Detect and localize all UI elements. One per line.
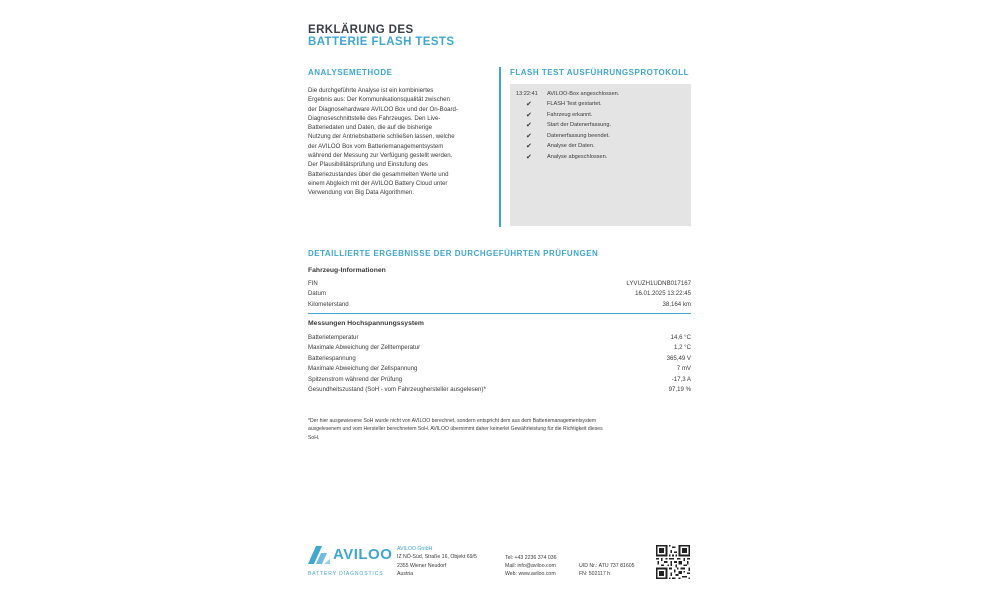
footer-phone: Tel: +43 2236 374 036 [505, 554, 557, 561]
protocol-box [510, 84, 691, 226]
protocol-text: AVILOO-Box angeschlossen. [547, 91, 620, 97]
footer-address [397, 545, 477, 579]
method-line: der AVILOO Box vom Batteriemanagementsystem [308, 142, 444, 150]
protocol-text: Analyse abgeschlossen. [547, 153, 608, 160]
footnote-line: ausgelesenem und vom Hersteller berechnetem SoH. AVILOO übernimmt daher keinerlei Gewährleistung für die Richtigkeit dieses [308, 426, 603, 433]
report-title-line2: BATTERIE FLASH TESTS [308, 36, 455, 48]
footnote [308, 417, 693, 442]
footer-address-line: 2355 Wiener Neudorf [397, 562, 447, 569]
protocol-text: Datenerfassung beendet. [547, 132, 610, 139]
result-label: FIN [308, 280, 318, 287]
method-line: Ergebnis aus: Der Kommunikationsqualität zwischen [308, 96, 450, 104]
check-icon: ✔ [526, 132, 532, 140]
method-line: Die durchgeführte Analyse ist ein kombiniertes [308, 87, 434, 94]
method-line: während der Messung zur Verfügung gestellt werden. [308, 152, 453, 160]
result-label: Maximale Abweichung der Zelltemperatur [308, 344, 421, 351]
method-line: Batteriezustandes über die gesammelten Werte und [308, 170, 449, 178]
footnote-line: SoH. [308, 434, 320, 441]
method-line: Der Plausibilitätsprüfung und Einstufung des [308, 161, 428, 169]
method-line: Nutzung der Antriebsbatterie schließen lassen, welche [308, 133, 455, 141]
protocol-text: Analyse der Daten. [547, 143, 595, 149]
result-label: Maximale Abweichung der Zellspannung [308, 365, 418, 372]
footnote-line: *Der hier ausgewiesene SoH wurde nicht von AVILOO berechnet, sondern entspricht dem aus dem Batteriemanagementsystem [308, 418, 597, 424]
check-icon: ✔ [526, 153, 532, 161]
method-heading: ANALYSEMETHODE [308, 68, 393, 77]
column-divider [499, 67, 501, 227]
report-title-line1: ERKLÄRUNG DES [308, 24, 414, 36]
method-line: einem Abgleich mit der AVILOO Battery Cloud unter [308, 179, 448, 187]
footer-mail: Mail: info@aviloo.com [505, 562, 556, 569]
footer-address-line: Austria [397, 571, 414, 578]
footer-address-line: IZ NÖ-Süd, Straße 16, Objekt 69/5 [397, 554, 477, 561]
result-value: 38,164 km [662, 300, 691, 308]
logo-tagline: BATTERY DIAGNOSTICS [308, 571, 384, 577]
aviloo-logo [308, 544, 392, 580]
logo-wordmark: AVILOO [333, 546, 393, 563]
method-line: der Diagnosehardware AVILOO Box und der On-Board- [308, 105, 458, 113]
protocol-text: Fahrzeug erkannt. [547, 111, 593, 118]
footer-company: AVILOO GmbH [397, 546, 433, 552]
result-value: 1,2 °C [673, 344, 691, 351]
result-value: 365,49 V [666, 354, 691, 362]
result-label: Batterietemperatur [308, 333, 359, 341]
aviloo-logo-icon [308, 545, 332, 565]
protocol-time: 13:22:41 [516, 91, 538, 97]
method-line: Verwendung von Big Data Algorithmen. [308, 189, 415, 197]
section-divider [308, 313, 691, 314]
protocol-text: FLASH Test gestartet. [547, 101, 602, 107]
result-value: -17,3 A [671, 375, 691, 383]
footer-fn: FN: 502117 h [579, 570, 611, 577]
check-icon: ✔ [526, 122, 532, 129]
footer-uid: UID Nr.: ATU 737 81605 [579, 562, 635, 569]
result-value: 16.01.2025 13:22:45 [635, 290, 691, 297]
method-line: Diagnoseschnittstelle des Fahrzeuges. Den Live- [308, 114, 441, 122]
check-icon: ✔ [526, 111, 532, 119]
protocol-text: Start der Datenerfassung. [547, 122, 612, 128]
check-icon: ✔ [526, 101, 532, 108]
result-label: Batteriespannung [308, 354, 356, 362]
result-value: LYVUZH1UDNB017167 [626, 280, 691, 287]
method-text [308, 86, 493, 198]
protocol-heading: FLASH TEST AUSFÜHRUNGSPROTOKOLL [510, 68, 690, 77]
result-value: 14,6 °C [670, 333, 691, 341]
footer-web: Web: www.aviloo.com [505, 571, 556, 578]
result-value: 97,19 % [668, 386, 691, 393]
result-value: 7 mV [676, 365, 691, 372]
result-label: Gesundheitszustand (SoH - vom Fahrzeughersteller ausgelesen)* [308, 386, 486, 393]
result-label: Datum [308, 290, 326, 297]
results-heading: DETAILLIERTE ERGEBNISSE DER DURCHGEFÜHRTEN PRÜFUNGEN [308, 249, 599, 258]
check-icon: ✔ [526, 143, 532, 150]
footer-contact [505, 554, 557, 579]
vehicle-info-heading: Fahrzeug-Informationen [308, 267, 386, 274]
method-line: Batteriedaten und Daten, die auf die bisherige [308, 124, 432, 132]
result-label: Spitzenstrom während der Prüfung [308, 375, 403, 383]
hv-heading: Messungen Hochspannungssystem [308, 320, 424, 327]
qr-code-icon [656, 545, 690, 579]
result-label: Kilometerstand [308, 300, 349, 308]
footer-ids [579, 562, 635, 579]
